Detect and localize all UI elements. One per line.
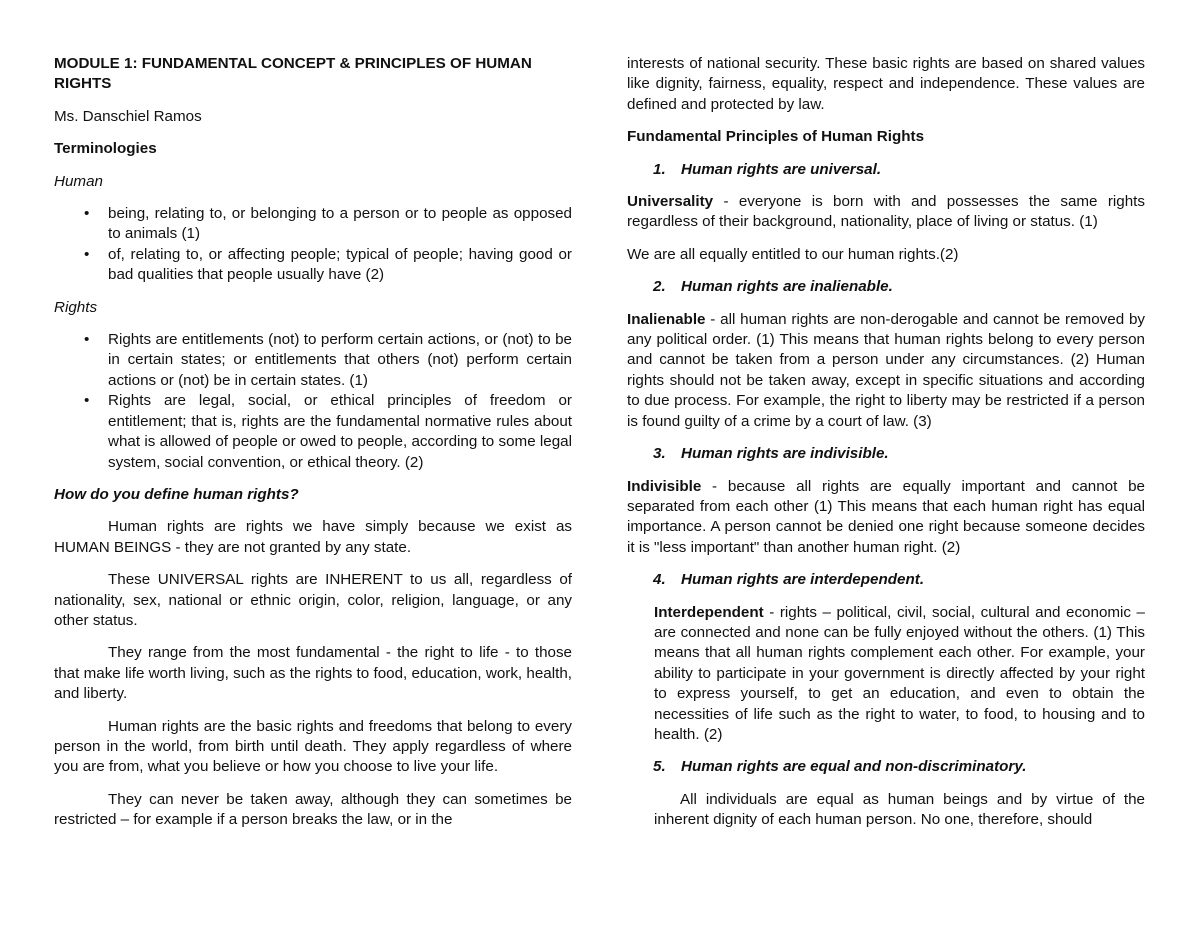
principle-extra: We are all equally entitled to our human rights.(2)	[627, 245, 959, 263]
left-column	[54, 54, 572, 843]
principles-heading: Fundamental Principles of Human Rights	[627, 128, 925, 146]
define-paragraph: They can never be taken away, although they can sometimes be restricted – for example if a person breaks the law, or in the	[54, 790, 572, 829]
list-item: • Rights are entitlements (not) to perform certain actions, or (not) to be in certain states; or entitlements that others (not) perform certain actions or (not) be in certain states. (1)	[84, 331, 572, 389]
principle-title: 5. Human rights are equal and non-discriminatory.	[653, 758, 1027, 776]
rights-label: Rights	[54, 298, 98, 316]
bullet-icon: •	[84, 331, 90, 349]
principle-text: Inalienable - all human rights are non-derogable and cannot be removed by any political order. (1) This means that human rights belong to every person and cannot be taken from a person under any circumstances. (2) Human rights should not be taken away, except in specific situations and according to due process. For example, the right to liberty may be restricted if a person is found guilty of a crime by a court of law. (3)	[627, 310, 1145, 430]
bullet-icon: •	[84, 205, 90, 223]
list-item: • Rights are legal, social, or ethical principles of freedom or entitlement; that is, rights are the fundamental normative rules about what is allowed of people or owed to people, according to some legal system, social convention, or ethical theory. (2)	[84, 392, 572, 471]
principle-title: 2. Human rights are inalienable.	[653, 278, 893, 296]
principle-text: Universality - everyone is born with and possesses the same rights regardless of their background, nationality, place of living or status. (1)	[627, 193, 1145, 231]
bullet-icon: •	[84, 392, 90, 410]
principle-title: 1. Human rights are universal.	[653, 160, 882, 178]
principle-text: All individuals are equal as human beings and by virtue of the inherent dignity of each human person. No one, therefore, should	[654, 790, 1145, 829]
define-paragraph: These UNIVERSAL rights are INHERENT to us all, regardless of nationality, sex, national or ethnic origin, color, religion, language, or any other status.	[54, 571, 572, 629]
module-title: MODULE 1: FUNDAMENTAL CONCEPT & PRINCIPLES OF HUMAN RIGHTS	[54, 55, 532, 93]
continuation-paragraph: interests of national security. These basic rights are based on shared values like dignity, fairness, equality, respect and independence. These values are defined and protected by law.	[627, 55, 1145, 113]
principle-title: 4. Human rights are interdependent.	[653, 571, 925, 589]
define-paragraph: They range from the most fundamental - the right to life - to those that make life worth living, such as the rights to food, education, work, health, and liberty.	[54, 644, 572, 703]
bullet-icon: •	[84, 245, 90, 263]
human-label: Human	[54, 172, 103, 190]
human-definitions-list	[54, 204, 572, 286]
list-item: • of, relating to, or affecting people; typical of people; having good or bad qualities that people usually have (2)	[84, 245, 572, 284]
define-paragraph: Human rights are rights we have simply because we exist as HUMAN BEINGS - they are not granted by any state.	[54, 518, 572, 556]
author: Ms. Danschiel Ramos	[54, 107, 202, 125]
principle-text: Indivisible - because all rights are equally important and cannot be separated from each other (1) This means that each human right has equal importance. A person cannot be denied one right because someone decides it is "less important" than another human right. (2)	[627, 477, 1145, 556]
right-column	[627, 54, 1145, 843]
rights-definitions-list	[54, 330, 572, 473]
define-paragraph: Human rights are the basic rights and freedoms that belong to every person in the world, from birth until death. They apply regardless of where you are from, what you believe or how you choose to live your life.	[54, 717, 572, 776]
define-question: How do you define human rights?	[54, 485, 299, 503]
principle-title: 3. Human rights are indivisible.	[653, 445, 889, 463]
list-item: • being, relating to, or belonging to a person or to people as opposed to animals (1)	[84, 205, 572, 243]
terminologies-heading: Terminologies	[54, 140, 157, 158]
principle-text: Interdependent - rights – political, civil, social, cultural and economic – are connected and none can be fully enjoyed without the others. (1) This means that all human rights complement each other. For example, your ability to participate in your government is directly affected by your right to express yourself, to get an education, and even to obtain the necessities of life such as the right to water, to food, to housing and to health. (2)	[654, 603, 1145, 743]
